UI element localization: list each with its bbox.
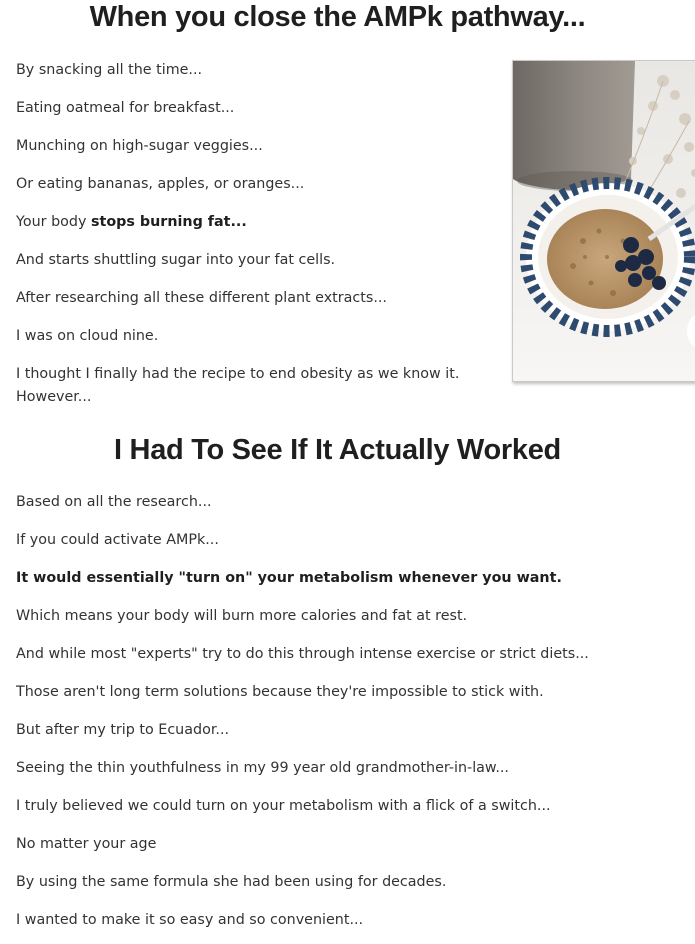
paragraph: Eating oatmeal for breakfast... xyxy=(16,100,235,116)
paragraph: However... xyxy=(16,389,92,405)
paragraph: Based on all the research... xyxy=(16,494,212,510)
oatmeal-bowl-photo xyxy=(512,60,695,382)
paragraph: And starts shuttling sugar into your fat cells. xyxy=(16,252,336,268)
paragraph: I truly believed we could turn on your metabolism with a flick of a switch... xyxy=(16,798,551,814)
paragraph: Munching on high-sugar veggies... xyxy=(16,138,263,154)
paragraph: By snacking all the time... xyxy=(16,62,203,78)
paragraph: By using the same formula she had been using for decades. xyxy=(16,874,447,890)
paragraph: If you could activate AMPk... xyxy=(16,532,219,548)
paragraph-text: Your body xyxy=(16,214,91,230)
paragraph: Those aren't long term solutions because they're impossible to stick with. xyxy=(16,684,544,700)
paragraph: I wanted to make it so easy and so convenient... xyxy=(16,912,364,928)
paragraph: I thought I finally had the recipe to end obesity as we know it. xyxy=(16,366,460,382)
paragraph: I was on cloud nine. xyxy=(16,328,159,344)
paragraph: Or eating bananas, apples, or oranges... xyxy=(16,176,305,192)
paragraph: No matter your age xyxy=(16,836,157,852)
paragraph: But after my trip to Ecuador... xyxy=(16,722,230,738)
paragraph xyxy=(16,211,247,234)
emphasis-text: stops burning fat... xyxy=(90,214,247,230)
paragraph: Which means your body will burn more calories and fat at rest. xyxy=(16,608,468,624)
paragraph xyxy=(16,567,562,590)
paragraph: After researching all these different plant extracts... xyxy=(16,290,387,306)
section-title: I Had To See If It Actually Worked xyxy=(114,434,561,466)
emphasis-text: It would essentially "turn on" your metabolism whenever you want. xyxy=(16,570,562,586)
section-title: When you close the AMPk pathway... xyxy=(89,1,586,33)
paragraph: And while most "experts" try to do this through intense exercise or strict diets... xyxy=(16,646,589,662)
paragraph: Seeing the thin youthfulness in my 99 year old grandmother-in-law... xyxy=(16,760,509,776)
